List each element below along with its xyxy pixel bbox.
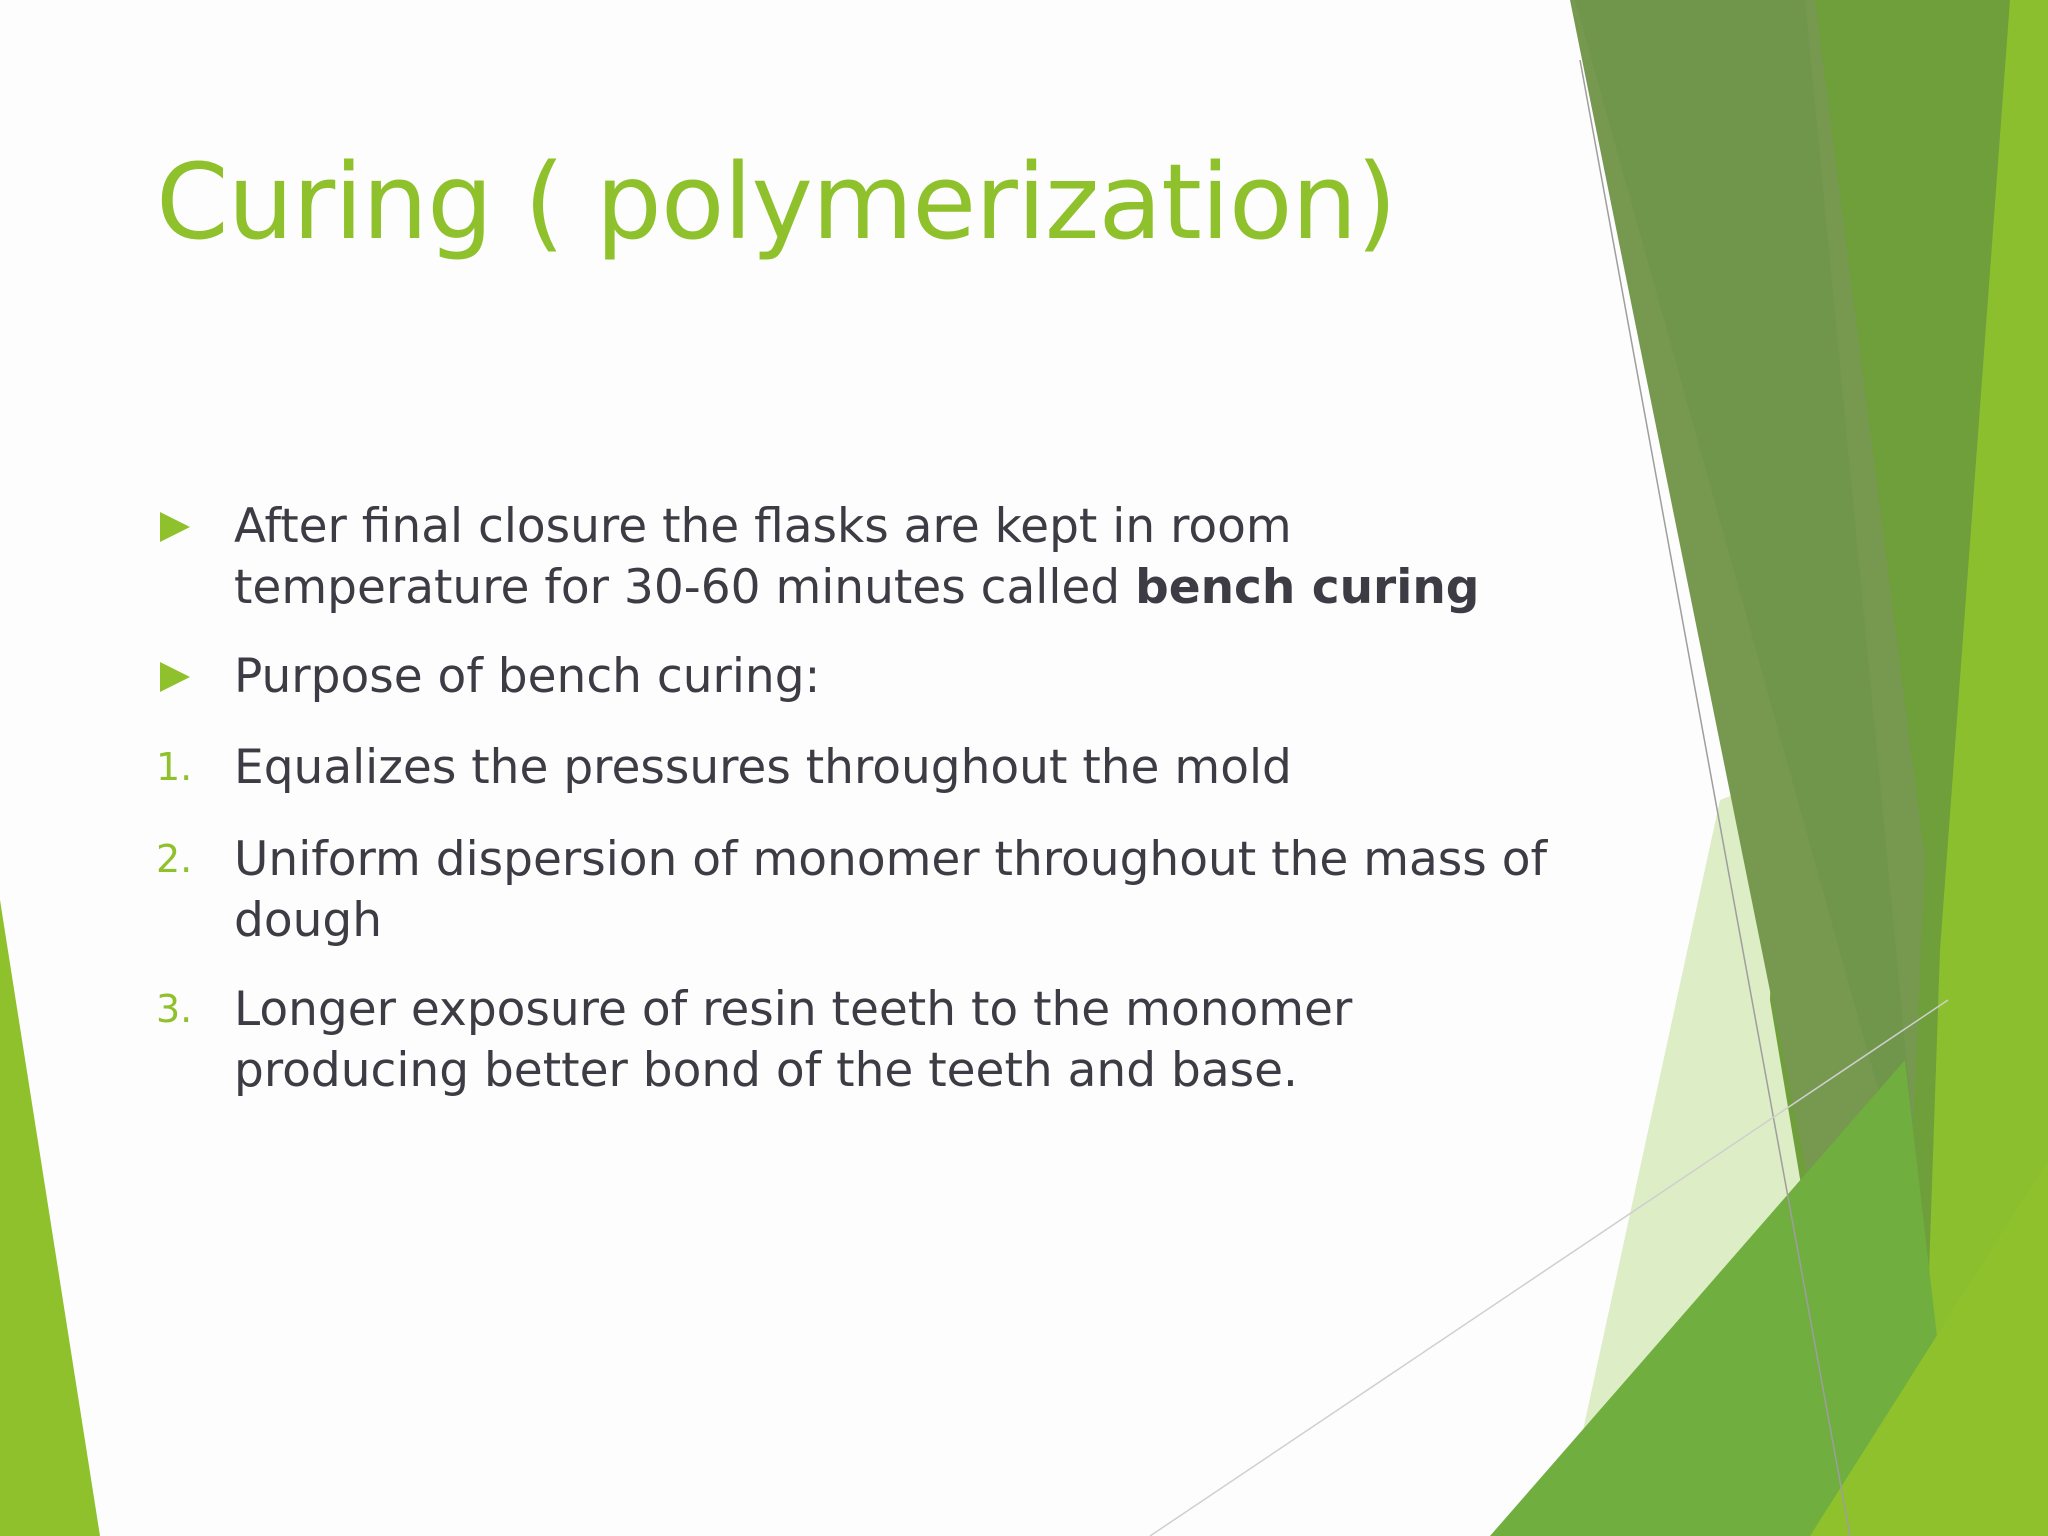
numbered-line: Longer exposure of resin teeth to the monomer: [234, 982, 1353, 1037]
bench-curing-emphasis: bench curing: [1135, 560, 1480, 615]
numbered-line: Equalizes the pressures throughout the mold: [234, 740, 1292, 795]
arrow-bullet-icon: [160, 512, 190, 542]
bullet-line: Purpose of bench curing:: [234, 649, 821, 704]
list-number: 1.: [156, 745, 193, 789]
bullet-item: [234, 646, 820, 707]
numbered-item: [234, 829, 1547, 951]
arrow-bullet-icon: [160, 662, 190, 692]
numbered-line: producing better bond of the teeth and base.: [234, 1043, 1298, 1098]
list-number: 2.: [156, 837, 193, 881]
numbered-line: dough: [234, 893, 382, 948]
numbered-line: Uniform dispersion of monomer throughout the mass of: [234, 832, 1547, 887]
slide-title: Curing ( polymerization): [156, 141, 1396, 263]
numbered-item: [234, 737, 1292, 798]
bullet-line: After final closure the flasks are kept in room: [234, 499, 1292, 554]
bullet-item: [234, 496, 1479, 618]
list-number: 3.: [156, 987, 193, 1031]
numbered-item: [234, 979, 1352, 1101]
bullet-line: [234, 557, 1479, 618]
bullet-text: temperature for 30-60 minutes called: [234, 560, 1136, 615]
